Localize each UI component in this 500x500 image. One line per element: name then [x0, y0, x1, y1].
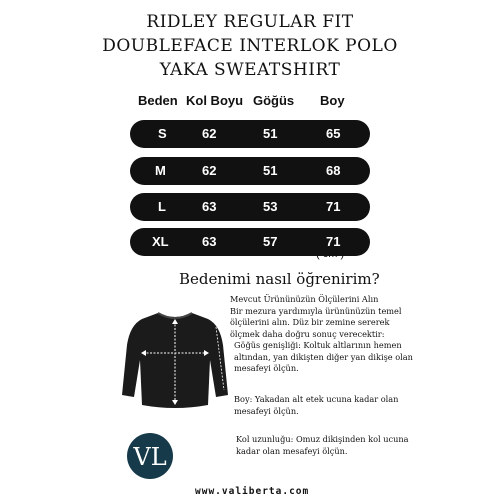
size-label: S — [158, 126, 167, 141]
header-gogus: Göğüs — [253, 93, 295, 108]
kol-boyu-value: 62 — [202, 163, 217, 178]
chest-line: altından, yan dikişten diğer yan dikişe olan — [234, 351, 413, 362]
gogus-value: 53 — [263, 199, 278, 214]
brand-logo — [126, 432, 174, 480]
website-link[interactable]: www.valiberta.com — [195, 486, 310, 497]
gogus-value: 51 — [263, 163, 278, 178]
intro-text — [230, 294, 402, 340]
boy-value: 71 — [326, 234, 341, 249]
length-line: mesafeyi ölçün. — [234, 405, 299, 416]
title-line-2: DOUBLEFACE INTERLOK POLO — [102, 36, 398, 56]
length-text — [234, 394, 398, 417]
size-row-s — [130, 120, 370, 148]
header-boy: Boy — [320, 93, 345, 108]
kol-boyu-value: 63 — [202, 199, 217, 214]
header-kol-boyu: Kol Boyu — [186, 93, 244, 108]
sleeve-line: kadar olan mesafeyi ölçün. — [236, 445, 348, 456]
intro-line: Bir mezura yardımıyla ürününüzün temel — [230, 305, 402, 316]
length-line: Boy: Yakadan alt etek ucuna kadar olan — [234, 394, 399, 404]
size-row-l — [130, 193, 370, 221]
intro-line: ölçmek daha doğru sonuç verecektir: — [230, 328, 385, 339]
intro-line: Mevcut Ürününüzün Ölçülerini Alın — [230, 294, 379, 304]
size-label: XL — [152, 234, 169, 249]
chest-text — [234, 340, 413, 375]
gogus-value: 57 — [263, 234, 278, 249]
chest-line: mesafeyi ölçün. — [234, 363, 299, 373]
unit-label: ( cm ) — [316, 248, 345, 260]
boy-value: 68 — [326, 163, 341, 178]
kol-boyu-value: 62 — [202, 126, 217, 141]
chest-line: Göğüs genişliği: Koltuk altlarının hemen — [234, 340, 402, 350]
title-line-1: RIDLEY REGULAR FIT — [146, 12, 354, 32]
size-label: L — [158, 199, 166, 214]
boy-value: 71 — [326, 199, 341, 214]
gogus-value: 51 — [263, 126, 278, 141]
sleeve-line: Kol uzunluğu: Omuz dikişinden kol ucuna — [236, 434, 409, 444]
title-line-3: YAKA SWEATSHIRT — [159, 60, 341, 80]
size-row-m — [130, 157, 370, 185]
page-title — [0, 10, 500, 82]
sweatshirt-illustration — [120, 305, 230, 420]
sleeve-text — [236, 434, 409, 457]
how-to-heading: Bedenimi nasıl öğrenirim? — [179, 270, 380, 288]
kol-boyu-value: 63 — [202, 234, 217, 249]
boy-value: 65 — [326, 126, 341, 141]
size-label: M — [155, 163, 166, 178]
header-beden: Beden — [138, 93, 178, 108]
intro-line: ölçülerini alın. Düz bir zemine sererek — [230, 317, 390, 327]
svg-text:VL: VL — [133, 443, 167, 471]
